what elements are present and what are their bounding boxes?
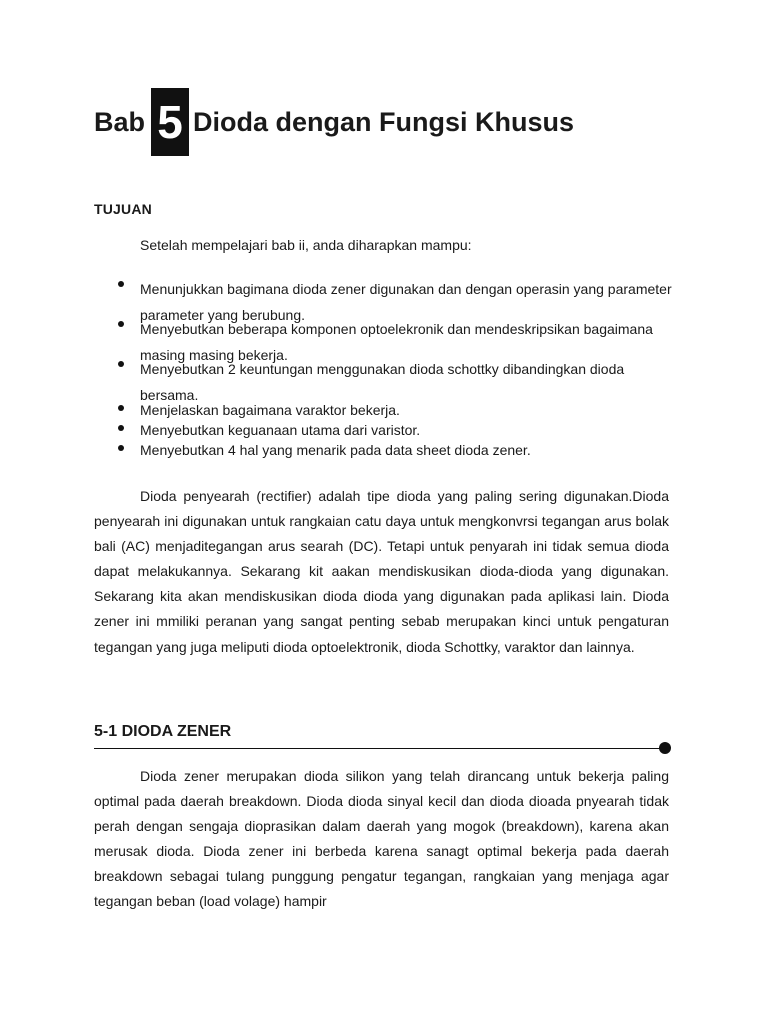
chapter-prefix: Bab (94, 106, 146, 137)
chapter-title-text: Dioda dengan Fungsi Khusus (193, 106, 575, 137)
chapter-title (94, 88, 574, 156)
section-paragraph: Dioda zener merupakan dioda silikon yang telah dirancang untuk bekerja paling optimal pada daerah breakdown. Dioda dioda sinyal kecil dan dioda dioada pnyearah tidak perah dengan sengaja dioprasikan dalam daerah yang mogok (breakdown), karena akan merusak dioda. Dioda zener ini berbeda karena sanagt optimal bekerja pada daerah breakdown sebagai tulang punggung pengatur tegangan, rangkaian yang menjaga agar tegangan beban (load volage) hampir (94, 768, 669, 910)
intro-paragraph: Dioda penyearah (rectifier) adalah tipe dioda yang paling sering digunakan.Dioda penyearah ini digunakan untuk rangkaian catu daya untuk mengkonvrsi tegangan arus bolak bali (AC) menjaditegangan arus searah (DC). Tetapi untuk penyarah ini tidak semua dioda dapat melakukannya. Sekarang kit aakan mendiskusikan dioda-dioda yang digunakan. Sekarang kita akan mendiskusikan dioda dioda yang digunakan pada aplikasi lain. Dioda zener ini mmiliki peranan yang sangat penting sebab merupakan kinci untuk pengaturan tegangan yang juga meliputi dioda optoelektronik, dioda Schottky, varaktor dan lainnya. (94, 488, 669, 655)
objective-item: Menyebutkan keguanaan utama dari varistor. (118, 420, 678, 440)
section-heading: 5-1 DIODA ZENER (94, 723, 232, 740)
chapter-number-badge: 5 (151, 88, 189, 156)
divider-end-dot (659, 742, 671, 754)
objectives-label: TUJUAN (94, 201, 152, 217)
objective-item: Menjelaskan bagaimana varaktor bekerja. (118, 400, 678, 420)
objective-item: Menunjukkan bagimana dioda zener digunakan dan dengan operasin yang parameter parameter yang berubung. (118, 276, 678, 320)
objective-item: Menyebutkan beberapa komponen optoelekronik dan mendeskripsikan bagaimana masing masing bekerja. (118, 316, 678, 360)
objectives-intro: Setelah mempelajari bab ii, anda diharapkan mampu: (140, 237, 472, 253)
objective-item: Menyebutkan 4 hal yang menarik pada data sheet dioda zener. (118, 440, 678, 460)
objectives-list (118, 276, 678, 460)
objective-item: Menyebutkan 2 keuntungan menggunakan dioda schottky dibandingkan dioda bersama. (118, 356, 678, 400)
section-divider (94, 748, 660, 749)
